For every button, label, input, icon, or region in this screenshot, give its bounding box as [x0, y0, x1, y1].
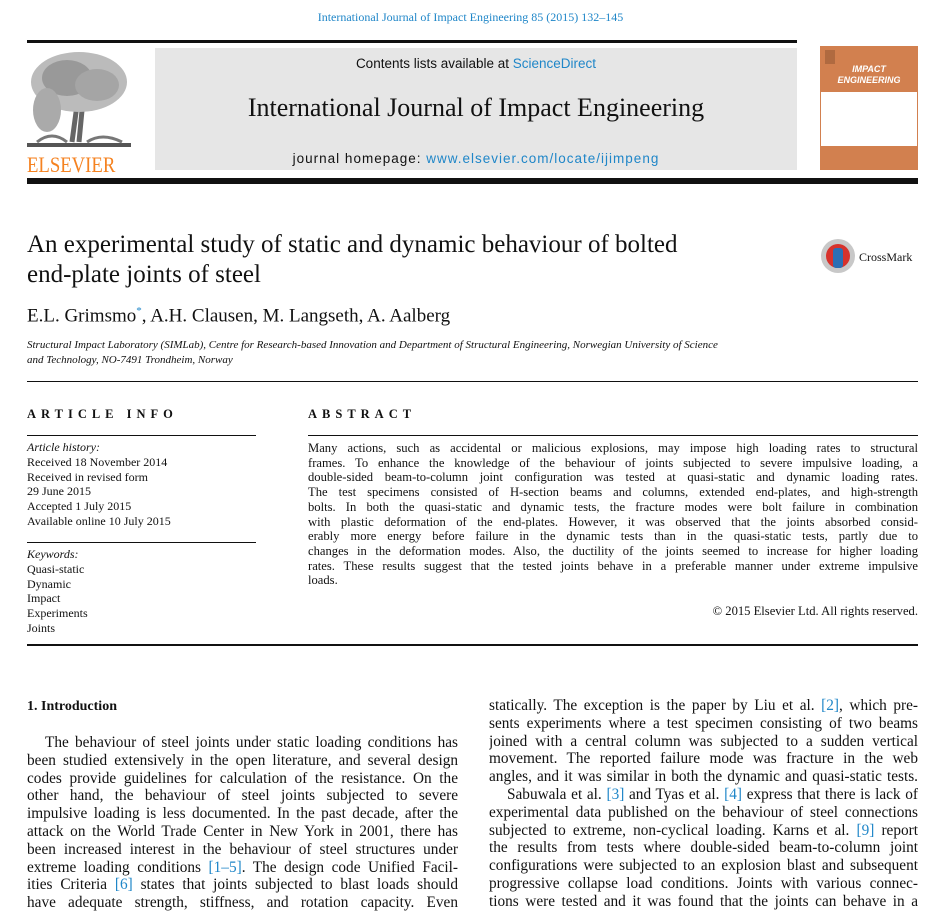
journal-citation[interactable]: International Journal of Impact Engineering 85 (2015) 132–145	[317, 10, 624, 24]
section-heading: 1. Introduction	[27, 699, 117, 714]
text-run: been studied extensively in the open literature, and several design	[27, 751, 458, 769]
contents-line	[155, 56, 797, 71]
history-label: Article history:	[27, 440, 100, 454]
body-line	[27, 876, 458, 894]
text-run: been increased interest in the behaviour of steel structures under	[27, 840, 458, 858]
body-line	[489, 875, 918, 893]
abstract-line: Many actions, such as accidental or malicious explosions, may impose high loading rates to structural	[308, 441, 918, 455]
citation-link[interactable]: [9]	[856, 821, 875, 839]
text-run: joined with a central column was subjected to a sudden vertical	[489, 732, 918, 750]
title-line: An experimental study of static and dynamic behaviour of bolted	[27, 231, 678, 258]
homepage-prefix: journal homepage:	[292, 151, 427, 166]
body-right-column	[489, 697, 918, 911]
cover-logo-icon	[825, 50, 835, 64]
abstract-line: erably more energy before failure in the dynamic tests than in the quasi-static tests, partly due to	[308, 529, 918, 544]
abstract-heading: ABSTRACT	[308, 407, 417, 421]
abstract-line: The test specimens consisted of H-section beams and columns, extended end-plates, and high-strength	[308, 485, 918, 500]
body-line	[489, 804, 918, 822]
body-line	[489, 750, 918, 768]
citation-link[interactable]: [1–5]	[208, 858, 242, 876]
body-line	[27, 770, 458, 788]
text-run: extreme loading conditions	[27, 858, 209, 876]
text-run: ities Criteria	[27, 876, 115, 894]
text-run: configurations were subjected to an explosion blast and subsequent	[489, 857, 918, 875]
abstract-line: loads.	[308, 573, 338, 588]
body-line	[27, 734, 458, 752]
history-item: Available online 10 July 2015	[27, 513, 171, 528]
text-run: tions were tested and it was found that the joints can behave in a	[489, 892, 918, 910]
cover-title-line: ENGINEERING	[837, 75, 901, 85]
body-line	[489, 786, 918, 804]
text-run: progressive collapse load conditions. Joints with various connec-	[489, 874, 918, 892]
text-run: experimental data published on the behaviour of steel connections	[489, 803, 918, 821]
contents-prefix: Contents lists available at	[355, 56, 513, 71]
text-run: , which pre-	[839, 697, 918, 714]
text-run: sents experiments where a test specimen consisting of two beams	[489, 714, 918, 732]
body-line	[27, 752, 458, 770]
keyword[interactable]: Impact	[27, 591, 61, 606]
affiliation-line: Structural Impact Laboratory (SIMLab), Centre for Research-based Innovation and Department of Structural Engineering, Norwegian University of Science	[27, 339, 718, 351]
author[interactable]: A.H. Clausen	[150, 305, 254, 327]
body-line	[489, 715, 918, 733]
text-run: states that joints subjected to blast loads should	[132, 876, 458, 894]
crossmark-icon[interactable]	[820, 237, 856, 275]
text-run: statically. The exception is the paper by Liu et al.	[489, 697, 822, 714]
text-run: angles, and it was similar in both the dynamic and quasi-static tests.	[489, 768, 918, 786]
abstract-line: frames. To enhance the knowledge of the behaviour of joints subjected to severe impulsive loading, a	[308, 455, 918, 470]
rule	[308, 435, 918, 436]
authors: E.L. Grimsmo*, A.H. Clausen, M. Langseth, A. Aalberg	[27, 305, 451, 327]
text-run: and Tyas et al.	[624, 785, 725, 803]
text-run: express that there is lack of	[742, 785, 918, 803]
body-left-column	[27, 734, 458, 912]
author[interactable]: M. Langseth	[262, 305, 359, 327]
body-line	[489, 822, 918, 840]
citation-link[interactable]: [4]	[724, 785, 743, 803]
abstract-line: rates. These results suggest that the tested joints behave in a preferable manner under extreme impulsive	[308, 558, 918, 573]
author[interactable]: A. Aalberg	[367, 305, 451, 327]
keywords	[27, 547, 88, 636]
body-line	[489, 893, 918, 911]
text-run: codes provide guidelines for calculation of the resistance. On the	[27, 769, 458, 787]
text-run: impulsive loading is less documented. In the past decade, after the	[27, 805, 458, 823]
abstract-line: changes in the deformation modes. Also, the ductility of the joints seemed to increase for higher loading	[308, 543, 918, 558]
abstract-line: double-sided beam-to-column joint configuration was tested at quasi-static and dynamic loading rates.	[308, 470, 918, 485]
homepage-line	[155, 151, 797, 166]
keyword[interactable]: Dynamic	[27, 576, 71, 591]
history-item: Received in revised form	[27, 469, 148, 484]
copyright: © 2015 Elsevier Ltd. All rights reserved.	[712, 604, 918, 618]
header-thick-rule	[27, 178, 918, 184]
text-run: have adequate strength, stiffness, and rotation capacity. Even	[27, 894, 458, 912]
body-line	[489, 768, 918, 786]
citation-link[interactable]: [2]	[821, 697, 839, 714]
article-title	[27, 230, 678, 290]
text-run: other hand, the behaviour of steel joints subjected to severe	[27, 787, 458, 805]
text-run: subjected to extreme, non-cyclical loading. Karns et al.	[489, 821, 857, 839]
body-line	[489, 733, 918, 751]
author[interactable]: E.L. Grimsmo	[27, 305, 137, 327]
history-item: 29 June 2015	[27, 484, 91, 499]
text-run: report	[874, 821, 918, 839]
body-line	[489, 697, 918, 715]
text-run: the results from tests where double-sided beam-to-column joint	[489, 839, 918, 857]
elsevier-logo	[27, 50, 131, 177]
keyword[interactable]: Experiments	[27, 606, 88, 621]
affiliation	[27, 338, 718, 368]
elsevier-tree-icon	[27, 50, 131, 150]
body-line	[489, 839, 918, 857]
abstract-line: bolts. In both the quasi-static and dynamic tests, the fracture modes were bolt failure in combination	[308, 499, 918, 514]
rule	[27, 542, 256, 543]
journal-banner	[155, 48, 797, 170]
abstract-text	[308, 441, 918, 588]
journal-cover[interactable]	[820, 46, 918, 170]
journal-title: International Journal of Impact Engineering	[247, 93, 705, 122]
citation-link[interactable]: [6]	[114, 876, 133, 894]
article-history	[27, 440, 171, 529]
text-run: The behaviour of steel joints under static loading conditions has	[45, 734, 458, 751]
top-rule	[27, 40, 797, 43]
affiliation-line: and Technology, NO-7491 Trondheim, Norway	[27, 354, 233, 366]
body-line	[27, 841, 458, 859]
citation-link[interactable]: [3]	[606, 785, 625, 803]
cover-title	[820, 64, 918, 86]
abstract-bottom-rule	[27, 644, 918, 646]
history-item: Accepted 1 July 2015	[27, 499, 132, 514]
body-line	[27, 787, 458, 805]
body-line	[27, 859, 458, 877]
abstract-line: with plastic deformation of the end-plates. However, it was observed that the joints absorbed consid-	[308, 514, 918, 529]
keywords-label: Keywords:	[27, 547, 79, 561]
text-run: . The design code Unified Facil-	[241, 858, 458, 876]
text-run: movement. The reported failure mode was fracture in the web	[489, 750, 918, 768]
sciencedirect-link[interactable]: ScienceDirect	[512, 56, 597, 71]
rule	[27, 381, 918, 382]
body-line	[27, 823, 458, 841]
body-line	[27, 894, 458, 912]
text-run: attack on the World Trade Center in New York in 2001, there has	[27, 822, 458, 840]
cover-title-line: IMPACT	[852, 64, 886, 74]
homepage-link[interactable]: www.elsevier.com/locate/ijimpeng	[426, 151, 660, 166]
elsevier-wordmark: ELSEVIER	[27, 152, 116, 177]
keyword[interactable]: Quasi-static	[27, 561, 85, 576]
body-line	[27, 805, 458, 823]
text-run: Sabuwala et al.	[507, 785, 607, 803]
title-line: end-plate joints of steel	[27, 261, 261, 288]
cover-image	[821, 92, 917, 146]
keyword[interactable]: Joints	[27, 620, 56, 635]
crossmark-label[interactable]: CrossMark	[859, 250, 913, 264]
history-item: Received 18 November 2014	[27, 454, 168, 469]
rule	[27, 435, 256, 436]
article-info-heading: ARTICLE INFO	[27, 407, 178, 421]
body-line	[489, 857, 918, 875]
corresponding-author-mark[interactable]: *	[136, 305, 142, 317]
